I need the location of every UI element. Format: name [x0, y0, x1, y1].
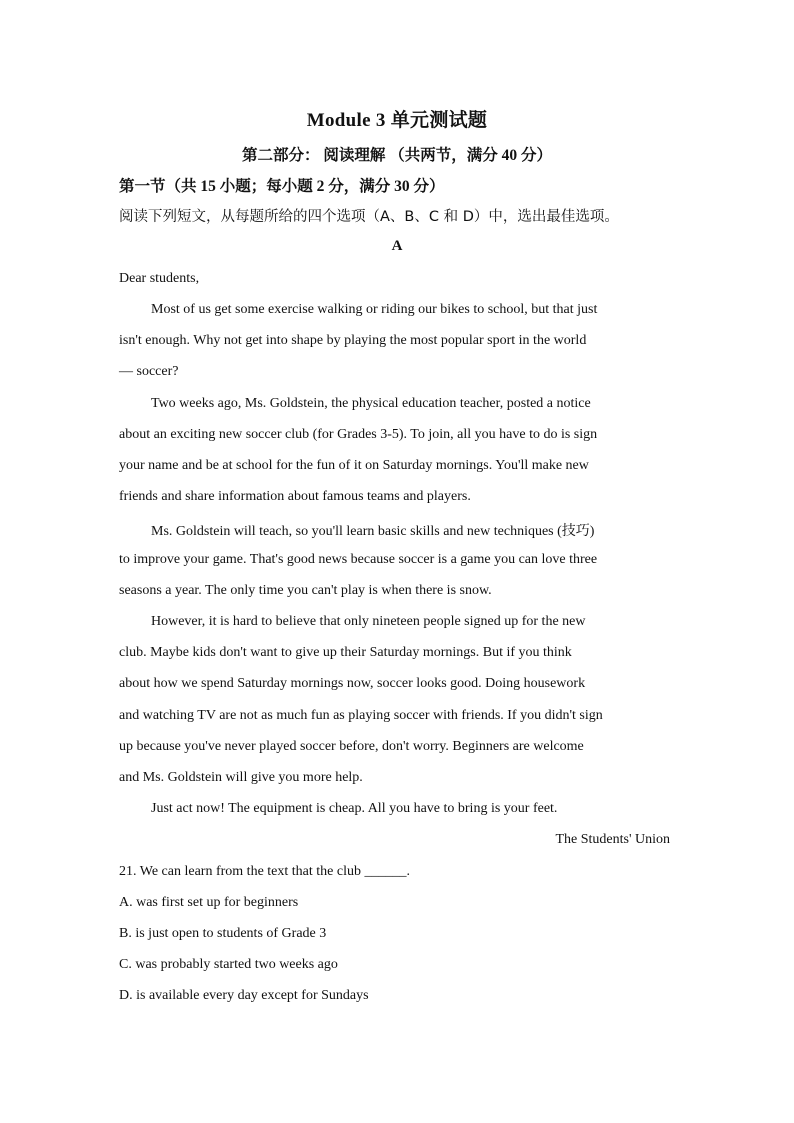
passage-line: Ms. Goldstein will teach, so you'll learn basic skills and new techniques (技巧): [151, 524, 595, 539]
passage-line: — soccer?: [119, 364, 179, 379]
passage-line: and Ms. Goldstein will give you more help.: [119, 770, 363, 785]
passage-line: to improve your game. That's good news because soccer is a game you can love three: [119, 552, 598, 567]
page-title: Module 3 单元测试题: [306, 110, 488, 131]
passage-line: Most of us get some exercise walking or riding our bikes to school, but that just: [151, 302, 598, 317]
passage-line: seasons a year. The only time you can't play is when there is snow.: [119, 583, 492, 598]
passage-line: about an exciting new soccer club (for Grades 3-5). To join, all you have to do is sign: [119, 427, 598, 442]
option-b: B. is just open to students of Grade 3: [119, 926, 327, 941]
option-c: C. was probably started two weeks ago: [119, 957, 338, 972]
passage-line: However, it is hard to believe that only nineteen people signed up for the new: [151, 614, 586, 629]
passage-line: up because you've never played soccer before, don't worry. Beginners are welcome: [119, 739, 584, 754]
section-heading: 第一节（共 15 小题；每小题 2 分，满分 30 分）: [119, 178, 445, 195]
passage-line: about how we spend Saturday mornings now, soccer looks good. Doing housework: [119, 676, 586, 691]
question-stem: 21. We can learn from the text that the club ______.: [119, 864, 410, 879]
passage-line: Dear students,: [119, 271, 200, 286]
passage-line: Just act now! The equipment is cheap. All you have to bring is your feet.: [151, 801, 558, 816]
passage-line: friends and share information about famous teams and players.: [119, 489, 471, 504]
option-a: A. was first set up for beginners: [119, 895, 299, 910]
passage-line: isn't enough. Why not get into shape by playing the most popular sport in the world: [119, 333, 587, 348]
part-subtitle: 第二部分： 阅读理解 （共两节，满分 40 分）: [241, 147, 552, 164]
option-d: D. is available every day except for Sundays: [119, 988, 369, 1003]
passage-line: and watching TV are not as much fun as playing soccer with friends. If you didn't sign: [119, 708, 603, 723]
passage-line: your name and be at school for the fun of it on Saturday mornings. You'll make new: [119, 458, 589, 473]
passage-signature: The Students' Union: [555, 832, 670, 847]
passage-line: Two weeks ago, Ms. Goldstein, the physical education teacher, posted a notice: [151, 396, 591, 411]
passage-line: club. Maybe kids don't want to give up their Saturday mornings. But if you think: [119, 645, 572, 660]
instructions: 阅读下列短文，从每题所给的四个选项（A、B、C 和 D）中，选出最佳选项。: [119, 209, 619, 225]
passage-letter: A: [391, 238, 403, 254]
